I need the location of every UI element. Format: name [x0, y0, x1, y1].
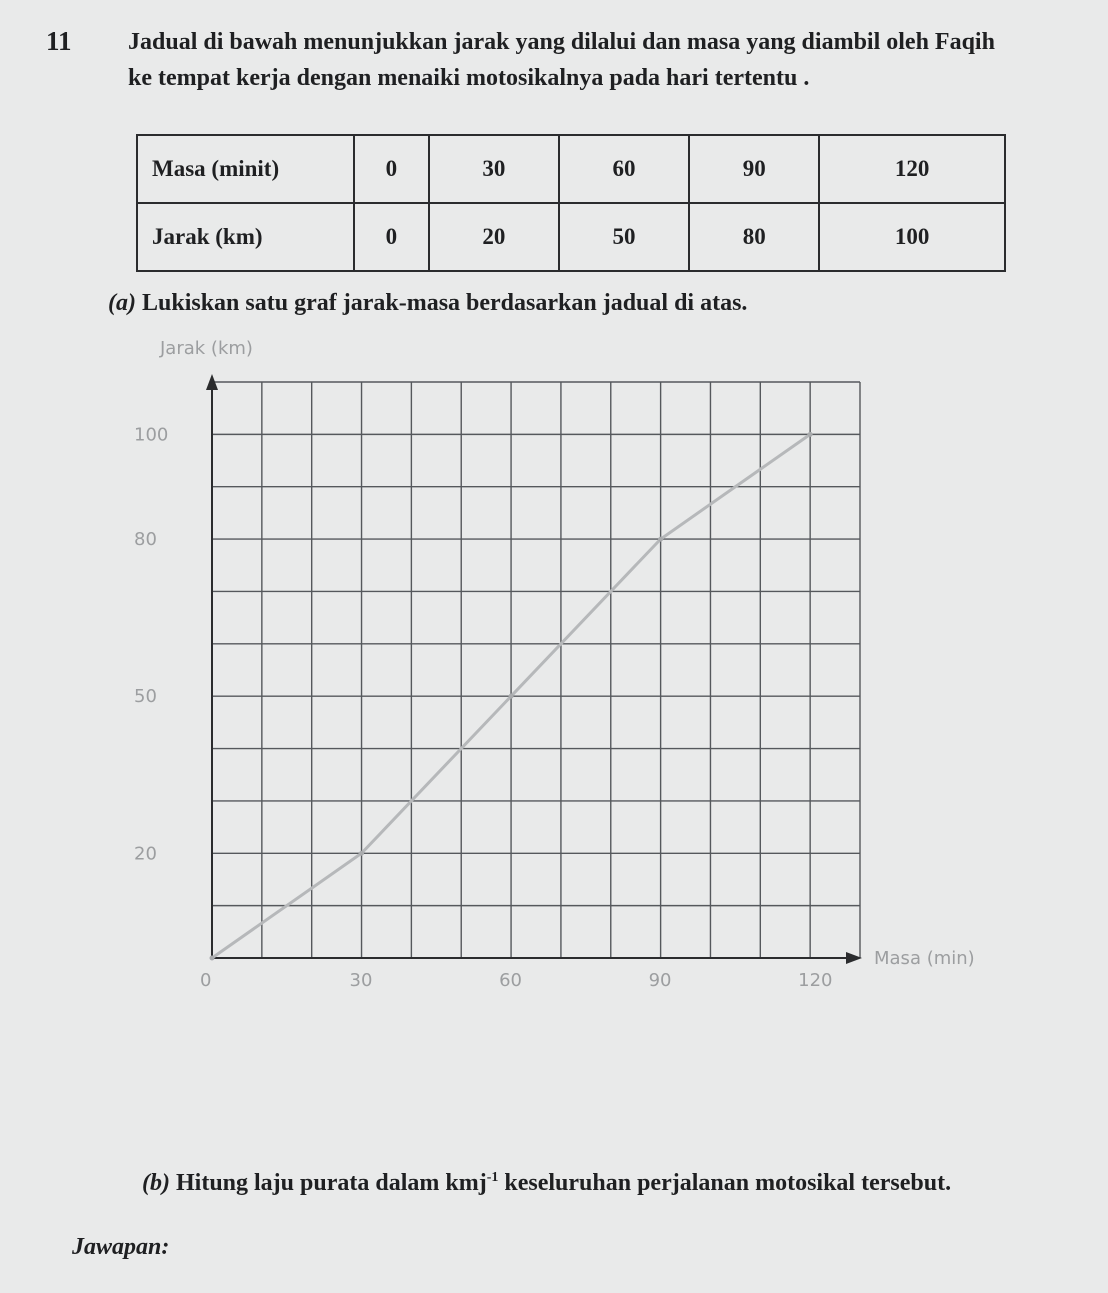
table-cell: 30	[429, 135, 559, 203]
graph-grid	[120, 338, 1040, 1010]
x-axis-note: Masa (min)	[874, 948, 975, 969]
part-a-label: (a)	[108, 290, 136, 316]
x-tick-label: 90	[648, 970, 672, 991]
x-tick-label: 60	[499, 970, 522, 991]
question-line-2: ke tempat kerja dengan menaiki motosikalnya pada hari tertentu .	[128, 65, 810, 91]
row-header-jarak: Jarak (km)	[137, 203, 354, 271]
y-tick-label: 100	[134, 424, 169, 446]
table-cell: 0	[354, 135, 429, 203]
data-point	[359, 851, 364, 856]
table-cell: 20	[429, 203, 559, 271]
x-tick-label: 30	[349, 970, 373, 991]
data-table	[136, 134, 1006, 272]
answer-label: Jawapan:	[72, 1234, 170, 1260]
table-row-masa	[137, 135, 1005, 203]
y-tick-label: 50	[134, 686, 157, 708]
part-b-text-end: keseluruhan perjalanan motosikal tersebut.	[498, 1170, 952, 1196]
table-row-jarak	[137, 203, 1005, 271]
data-point	[808, 432, 813, 437]
part-a-text: Lukiskan satu graf jarak-masa berdasarkan jadual di atas.	[141, 290, 748, 316]
part-b-superscript: -1	[486, 1170, 499, 1185]
y-tick-label: 80	[134, 529, 157, 551]
y-tick-label: 20	[134, 843, 157, 865]
table-cell: 0	[354, 203, 429, 271]
question-line-1: Jadual di bawah menunjukkan jarak yang dilalui dan masa yang diambil oleh Faqih	[128, 29, 995, 55]
part-b-label: (b)	[142, 1170, 170, 1196]
x-tick-label: 0	[200, 970, 212, 991]
data-point	[210, 956, 215, 961]
data-point	[509, 694, 514, 699]
data-point	[658, 537, 663, 542]
x-tick-label: 120	[798, 970, 833, 991]
y-axis-note: Jarak (km)	[160, 338, 253, 359]
question-text	[128, 24, 1078, 96]
x-tick-labels	[200, 970, 833, 991]
table-cell: 50	[559, 203, 689, 271]
table-cell: 90	[689, 135, 819, 203]
part-b-text: Hitung laju purata dalam kmj	[175, 1170, 487, 1196]
part-a	[108, 290, 747, 317]
table-cell: 60	[559, 135, 689, 203]
table-cell: 120	[819, 135, 1005, 203]
question-number: 11	[46, 26, 72, 56]
row-header-masa: Masa (minit)	[137, 135, 354, 203]
y-tick-labels	[134, 424, 168, 864]
table-cell: 80	[689, 203, 819, 271]
part-b	[142, 1170, 951, 1197]
table-cell: 100	[819, 203, 1005, 271]
